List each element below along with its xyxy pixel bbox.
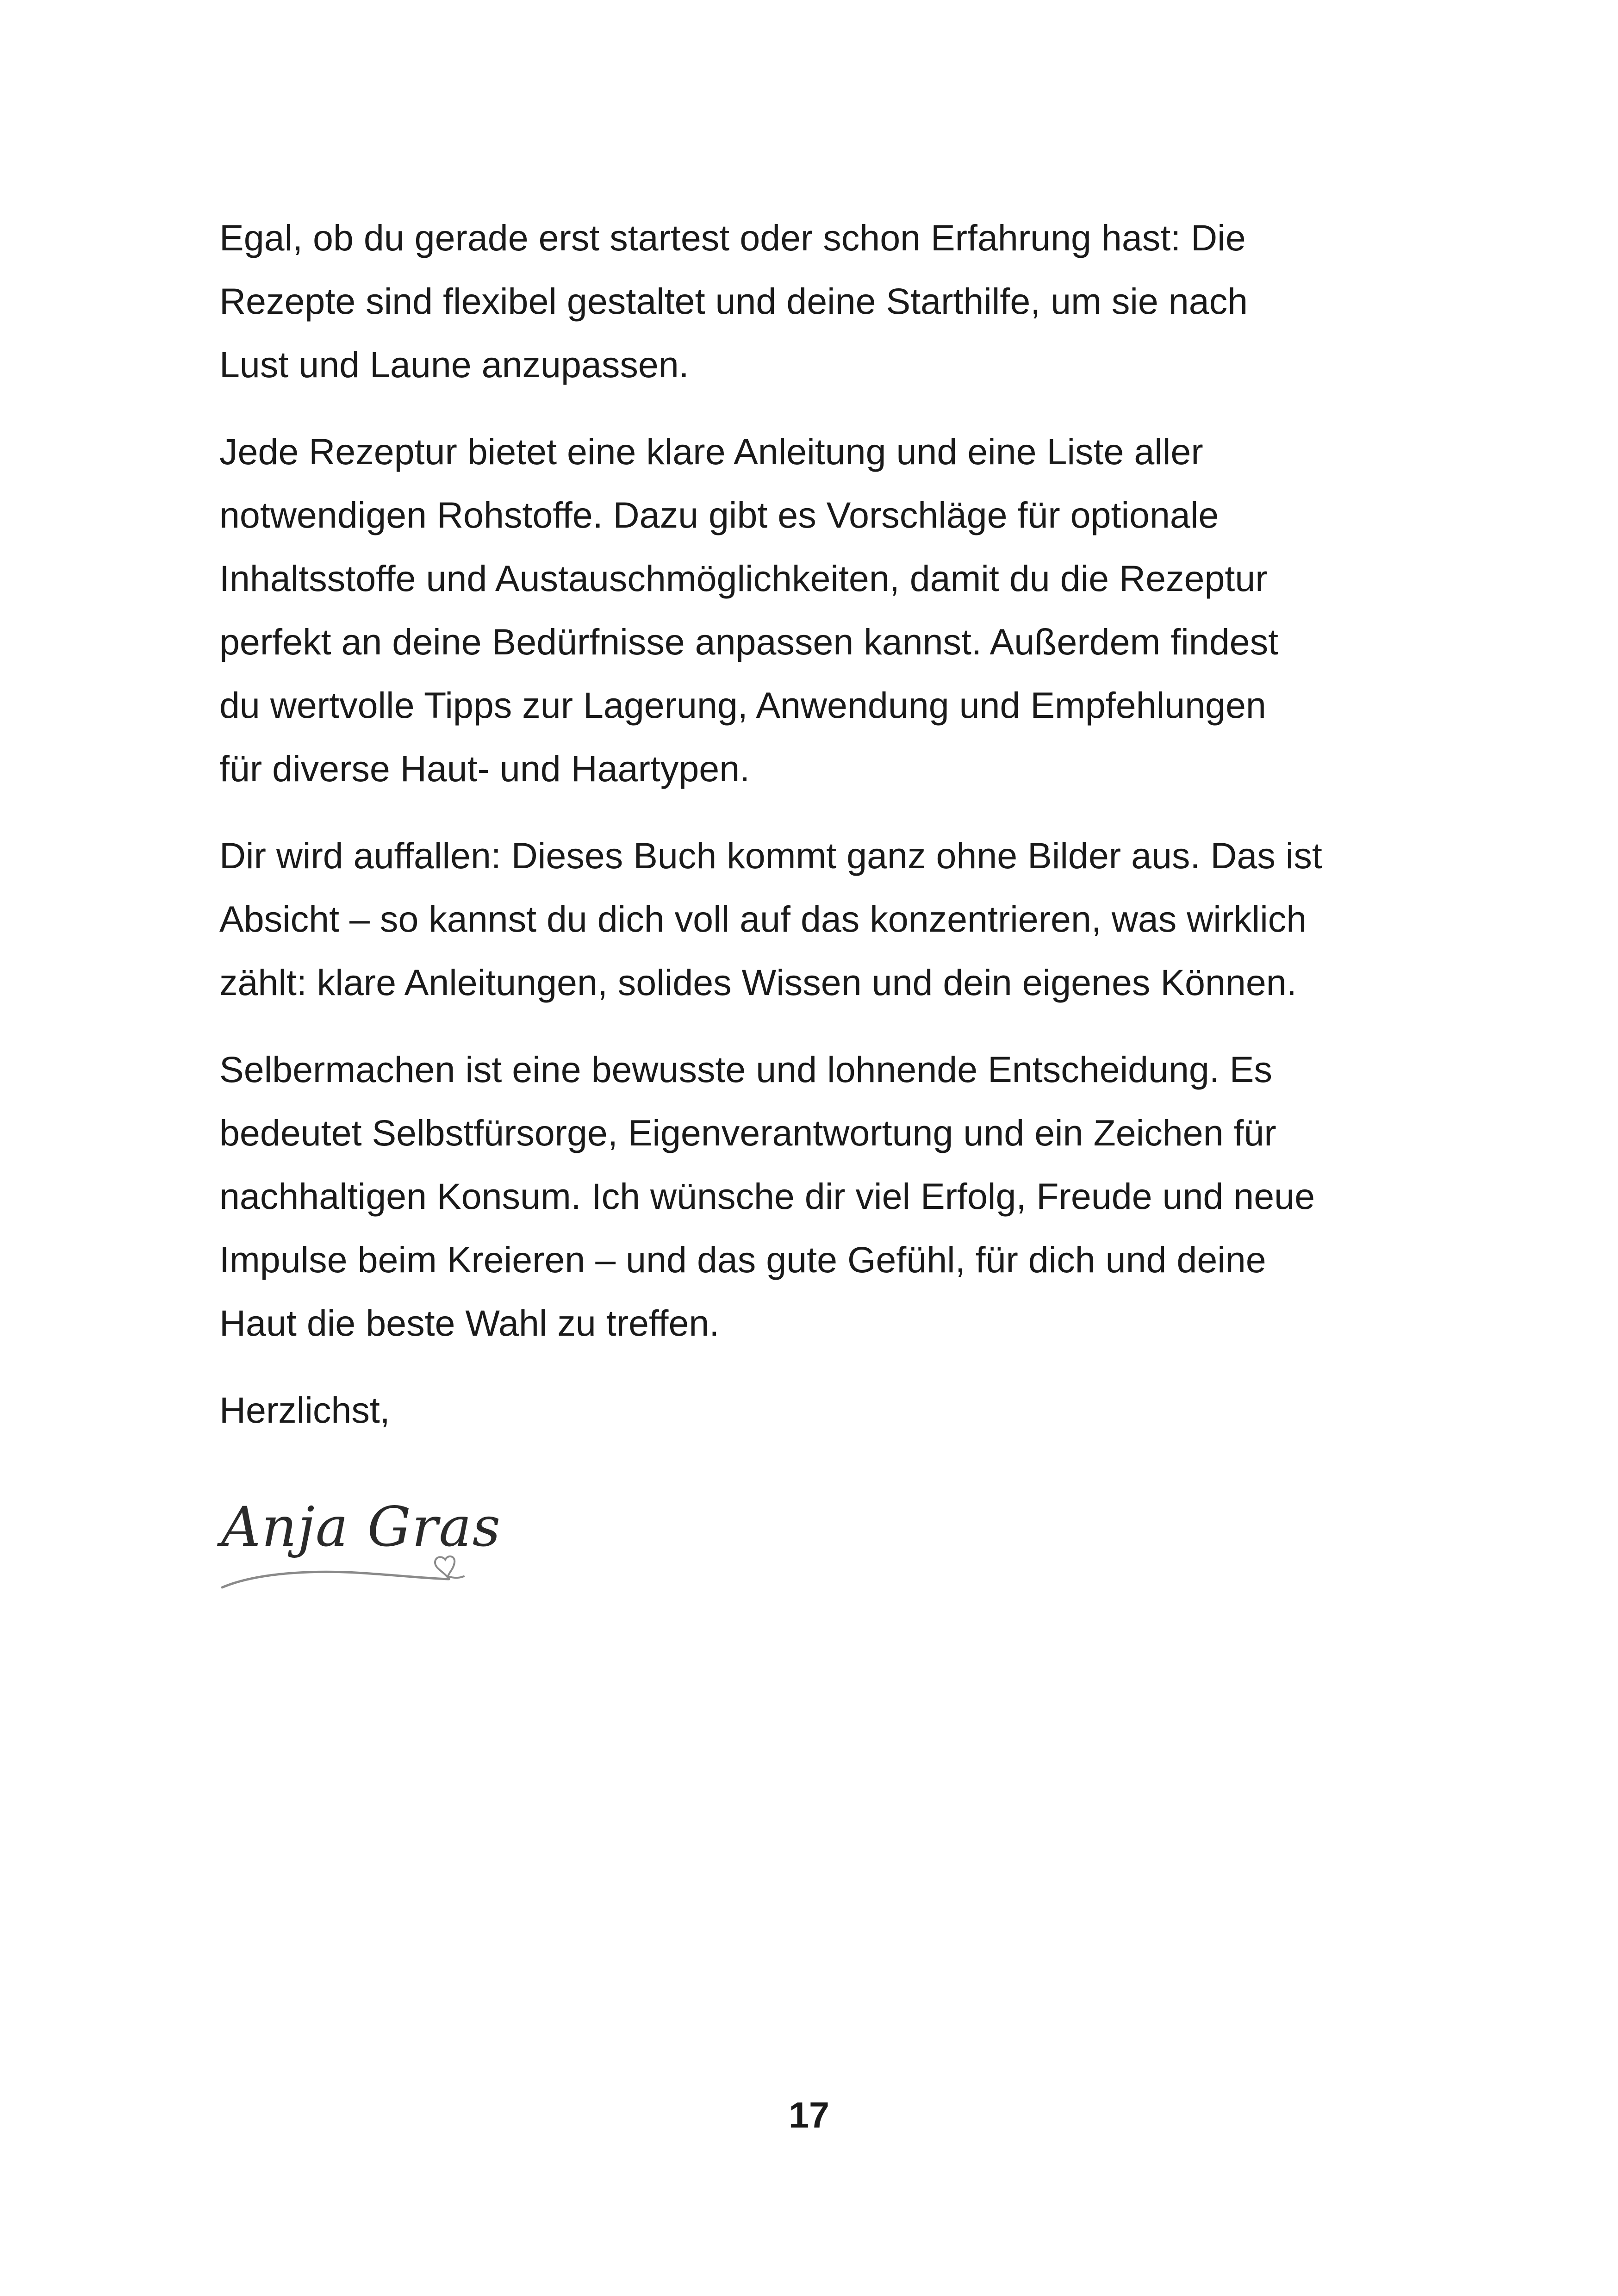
closing-greeting: Herzlichst, [219, 1389, 390, 1431]
page-number: 17 [789, 2094, 829, 2135]
signature-name: Anja Gras [221, 1495, 502, 1559]
signature [218, 1481, 502, 1606]
paragraph-intro: Egal, ob du gerade erst startest oder schon Erfahrung hast: Die Rezepte sind flexibel gestaltet und deine Starthilfe, um sie nach Lust und Laune anzupassen. [219, 217, 1248, 385]
paragraph-no-images: Dir wird auffallen: Dieses Buch kommt ganz ohne Bilder aus. Das ist Absicht – so kannst du dich voll auf das konzentrieren, was wirklich zählt: klare Anleitungen, solides Wissen und dein eigenes Können. [219, 835, 1322, 1003]
heart-flourish-icon [218, 1481, 477, 1606]
body-text [219, 206, 1423, 1442]
paragraph-diy: Selbermachen ist eine bewusste und lohnende Entscheidung. Es bedeutet Selbstfürsorge, Eigenverantwortung und ein Zeichen für nachhaltigen Konsum. Ich wünsche dir viel Erfolg, Freude und neue Impulse beim Kreieren – und das gute Gefühl, für dich und deine Haut die beste Wahl zu treffen. [219, 1049, 1315, 1344]
paragraph-recipes: Jede Rezeptur bietet eine klare Anleitung und eine Liste aller notwendigen Rohstoffe. Dazu gibt es Vorschläge für optionale Inhaltsstoffe und Austauschmöglichkeiten, damit du die Rezeptur perfekt an deine Bedürfnisse anpassen kannst. Außerdem findest du wertvolle Tipps zur Lagerung, Anwendung und Empfehlungen für diverse Haut- und Haartypen. [219, 431, 1279, 789]
